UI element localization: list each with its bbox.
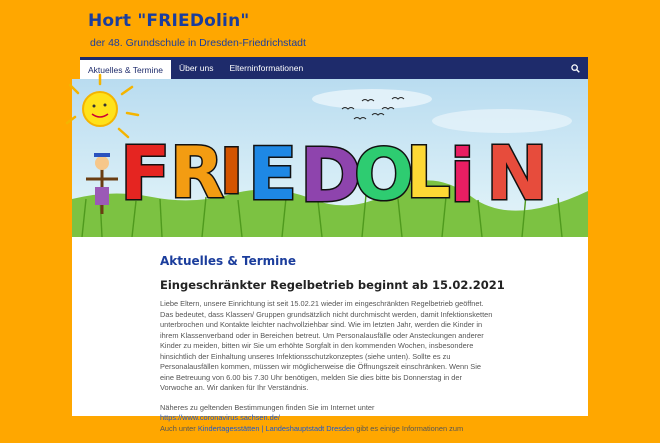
svg-text:I: I xyxy=(220,135,244,208)
paragraph-2-line2-prefix: Auch unter xyxy=(160,423,196,433)
nav-item-ueber-uns[interactable]: Über uns xyxy=(178,63,214,73)
svg-text:L: L xyxy=(406,132,451,214)
kindertagesstaetten-link[interactable]: Kindertagesstätten | Landeshauptstadt Dresden xyxy=(197,423,355,433)
nav-item-aktuelles[interactable]: Aktuelles & Termine xyxy=(80,57,171,79)
main-navigation xyxy=(80,57,588,79)
header-banner-image xyxy=(72,79,588,237)
search-icon xyxy=(571,64,580,73)
post-paragraph-1: Liebe Eltern, unsere Einrichtung ist seit 15.02.21 wieder im eingeschränkten Regelbetrieb geöffnet. Das bedeutet, dass Klassen/ Gruppen grundsätzlich nicht durchmischt werden, damit Infektionsketten unterbrochen und Kontakte leichter nachvollziehbar sind. Wie im letzten Jahr, werden die Kinder in ihrem Klassenverband oder in Bereichen betreut. Um Personalausfälle oder Ansteckungen anderer Kinder zu meiden, bitten wir Sie um erhöhte Sorgfalt in den kommenden Wochen, insbesondere hinsichtlich der Einhaltung unseres Infektionsschutzkonzeptes (siehe unten). Sollte es zu Personalausfällen kommen, müssen wir möglicherweise die Öffnungszeit einschränken. Wenn Sie eine Betreuung von 6.00 bis 7.30 Uhr benötigen, melden Sie dies bitte bis Donnerstag in der Vorwoche an. Wir danken für Ihr Verständnis. xyxy=(160,299,493,392)
svg-text:N: N xyxy=(486,131,548,217)
search-button[interactable] xyxy=(562,57,588,79)
svg-text:O: O xyxy=(354,134,414,216)
post-paragraph-2 xyxy=(160,403,496,435)
coronavirus-sachsen-link[interactable]: https://www.coronavirus.sachsen.de/ xyxy=(160,413,280,422)
svg-text:D: D xyxy=(300,133,362,219)
paragraph-2-prefix: Näheres zu geltenden Bestimmungen finden Sie im Internet unter xyxy=(160,402,375,412)
post-title[interactable]: Eingeschränkter Regelbetrieb beginnt ab 15.02.2021 xyxy=(160,278,505,292)
paragraph-2-line2-suffix: gibt es einige Informationen zum xyxy=(356,423,464,433)
section-title: Aktuelles & Termine xyxy=(160,254,296,268)
main-content xyxy=(72,237,588,433)
site-title[interactable]: Hort "FRIEDolin" xyxy=(88,11,250,31)
svg-text:R: R xyxy=(170,132,224,214)
svg-text:F: F xyxy=(120,131,171,217)
svg-text:E: E xyxy=(248,132,298,216)
nav-item-elterninformationen[interactable]: Elterninformationen xyxy=(229,63,304,73)
svg-text:i: i xyxy=(450,134,475,218)
post-body xyxy=(160,299,496,443)
site-tagline: der 48. Grundschule in Dresden-Friedrichstadt xyxy=(90,37,306,49)
